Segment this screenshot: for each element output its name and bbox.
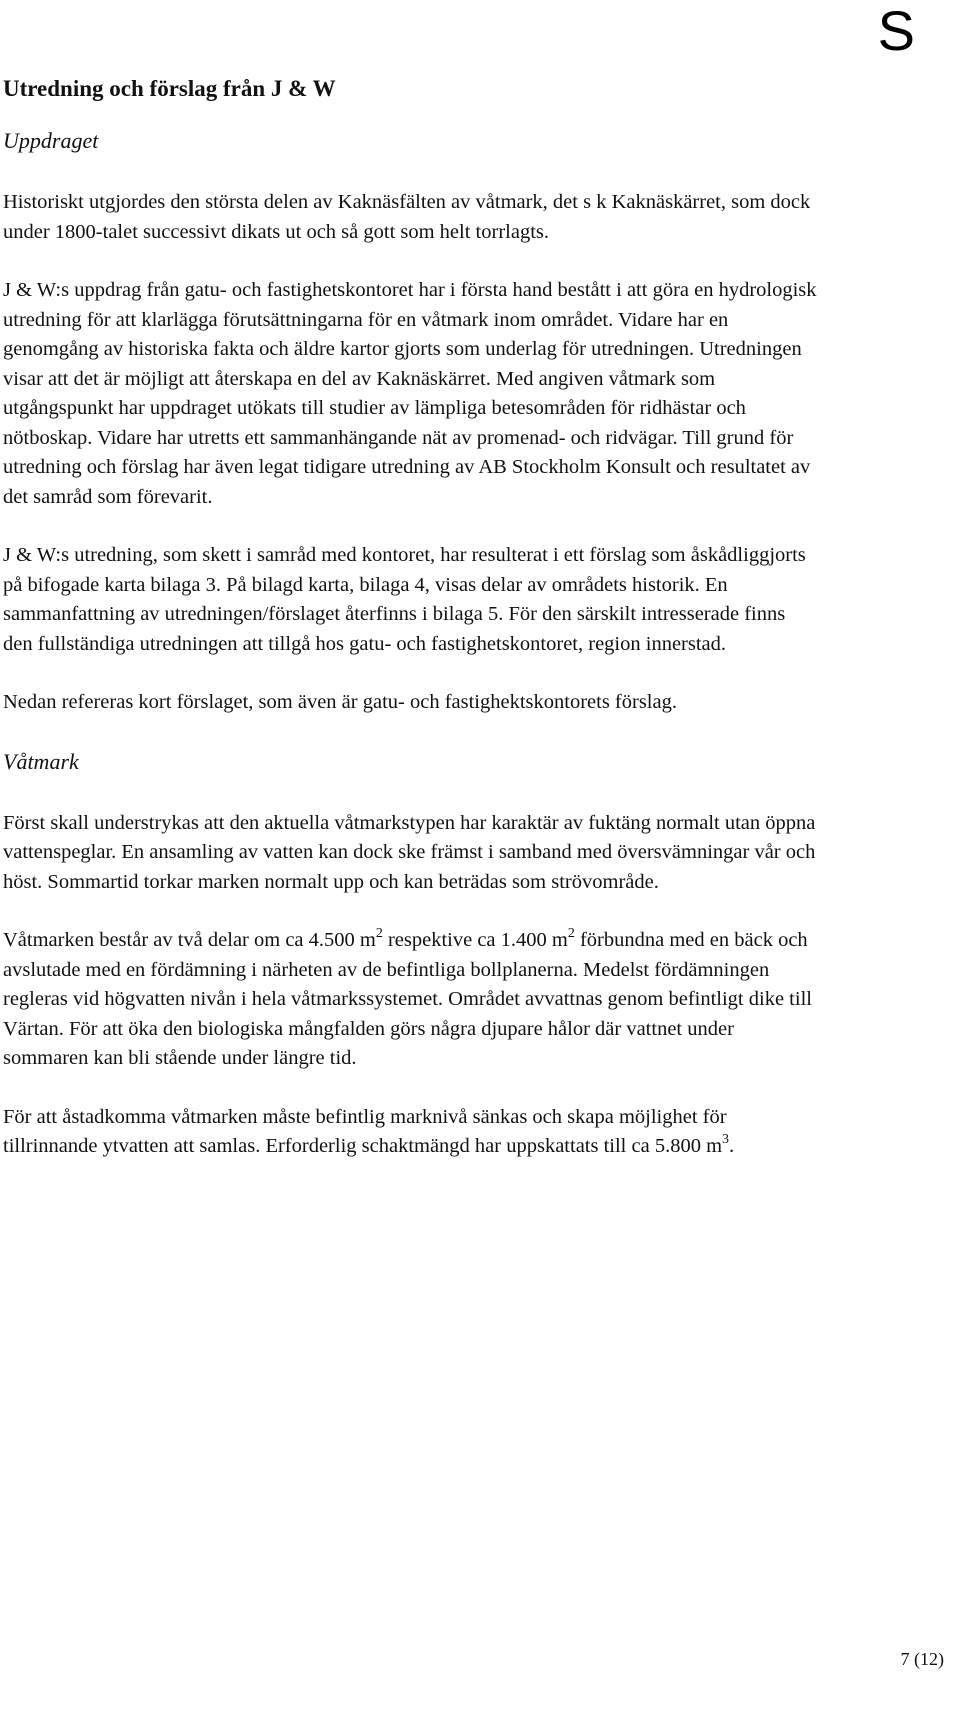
document-body [3, 74, 818, 1191]
document-title: Utredning och förslag från J & W [3, 76, 336, 101]
paragraph-wetland-parts [3, 926, 818, 1074]
superscript: 2 [375, 926, 383, 941]
text-segment: respektive ca 1.400 m [382, 929, 568, 951]
page-number: 7 (12) [900, 1649, 944, 1669]
text-segment: Våtmarken består av två delar om ca 4.500 m [3, 929, 376, 951]
text-segment: För att åstadkomma våtmarken måste befintlig marknivå sänkas och skapa möjlighet för tillrinnande ytvatten att samlas. Erforderlig schaktmängd har uppskattats till ca 5.800 m [3, 1105, 727, 1157]
text-segment: . [729, 1135, 735, 1157]
superscript: 3 [722, 1132, 730, 1147]
paragraph-assignment: J & W:s uppdrag från gatu- och fastighetskontoret har i första hand bestått i att göra en hydrologisk utredning för att klarlägga förutsättningarna för en våtmark inom området. Vidare har en genomgång av historiska fakta och äldre kartor gjorts som underlag för utredningen. Utredningen visar att det är möjligt att återskapa en del av Kaknäskärret. Med angiven våtmark som utgångspunkt har uppdraget utökats till studier av lämpliga betesområden för ridhästar och nötboskap. Vidare har utretts ett sammanhängande nät av promenad- och ridvägar. Till grund för utredning och förslag har även legat tidigare utredning av AB Stockholm Konsult och resultatet av det samråd som förevarit. [3, 279, 817, 508]
paragraph-wetland-type: Först skall understrykas att den aktuella våtmarkstypen har karaktär av fuktäng normalt utan öppna vattenspeglar. En ansamling av vatten kan dock ske främst i samband med översvämningar vår och höst. Sommartid torkar marken normalt upp och kan beträdas som strövområde. [3, 811, 816, 893]
section-letter: S [877, 0, 915, 62]
section-heading-uppdraget: Uppdraget [3, 128, 99, 153]
paragraph-excavation [3, 1103, 818, 1162]
text-segment: förbundna med en bäck och avslutade med en fördämning i närheten av de befintliga bollplanerna. Medelst fördämningen regleras vid högvatten nivån i hela våtmarkssystemet. Området avvattnas genom befintligt dike till Värtan. För att öka den biologiska mångfalden görs några djupare hålor där vattnet under sommaren kan bli stående under längre tid. [3, 929, 812, 1069]
paragraph-result: J & W:s utredning, som skett i samråd med kontoret, har resulterat i ett förslag som åskådliggjorts på bifogade karta bilaga 3. På bilagd karta, bilaga 4, visas delar av områdets historik. En sammanfattning av utredningen/förslaget återfinns i bilaga 5. För den särskilt intresserade finns den fullständiga utredningen att tillgå hos gatu- och fastighetskontoret, region innerstad. [3, 544, 806, 655]
paragraph-summary: Nedan refereras kort förslaget, som även är gatu- och fastighektskontorets förslag. [3, 691, 677, 713]
superscript: 2 [567, 926, 575, 941]
paragraph-history: Historiskt utgjordes den största delen av Kaknäsfälten av våtmark, det s k Kaknäskärret, som dock under 1800-talet successivt dikats ut och så gott som helt torrlagts. [3, 191, 811, 243]
section-heading-vatmark: Våtmark [3, 748, 79, 774]
